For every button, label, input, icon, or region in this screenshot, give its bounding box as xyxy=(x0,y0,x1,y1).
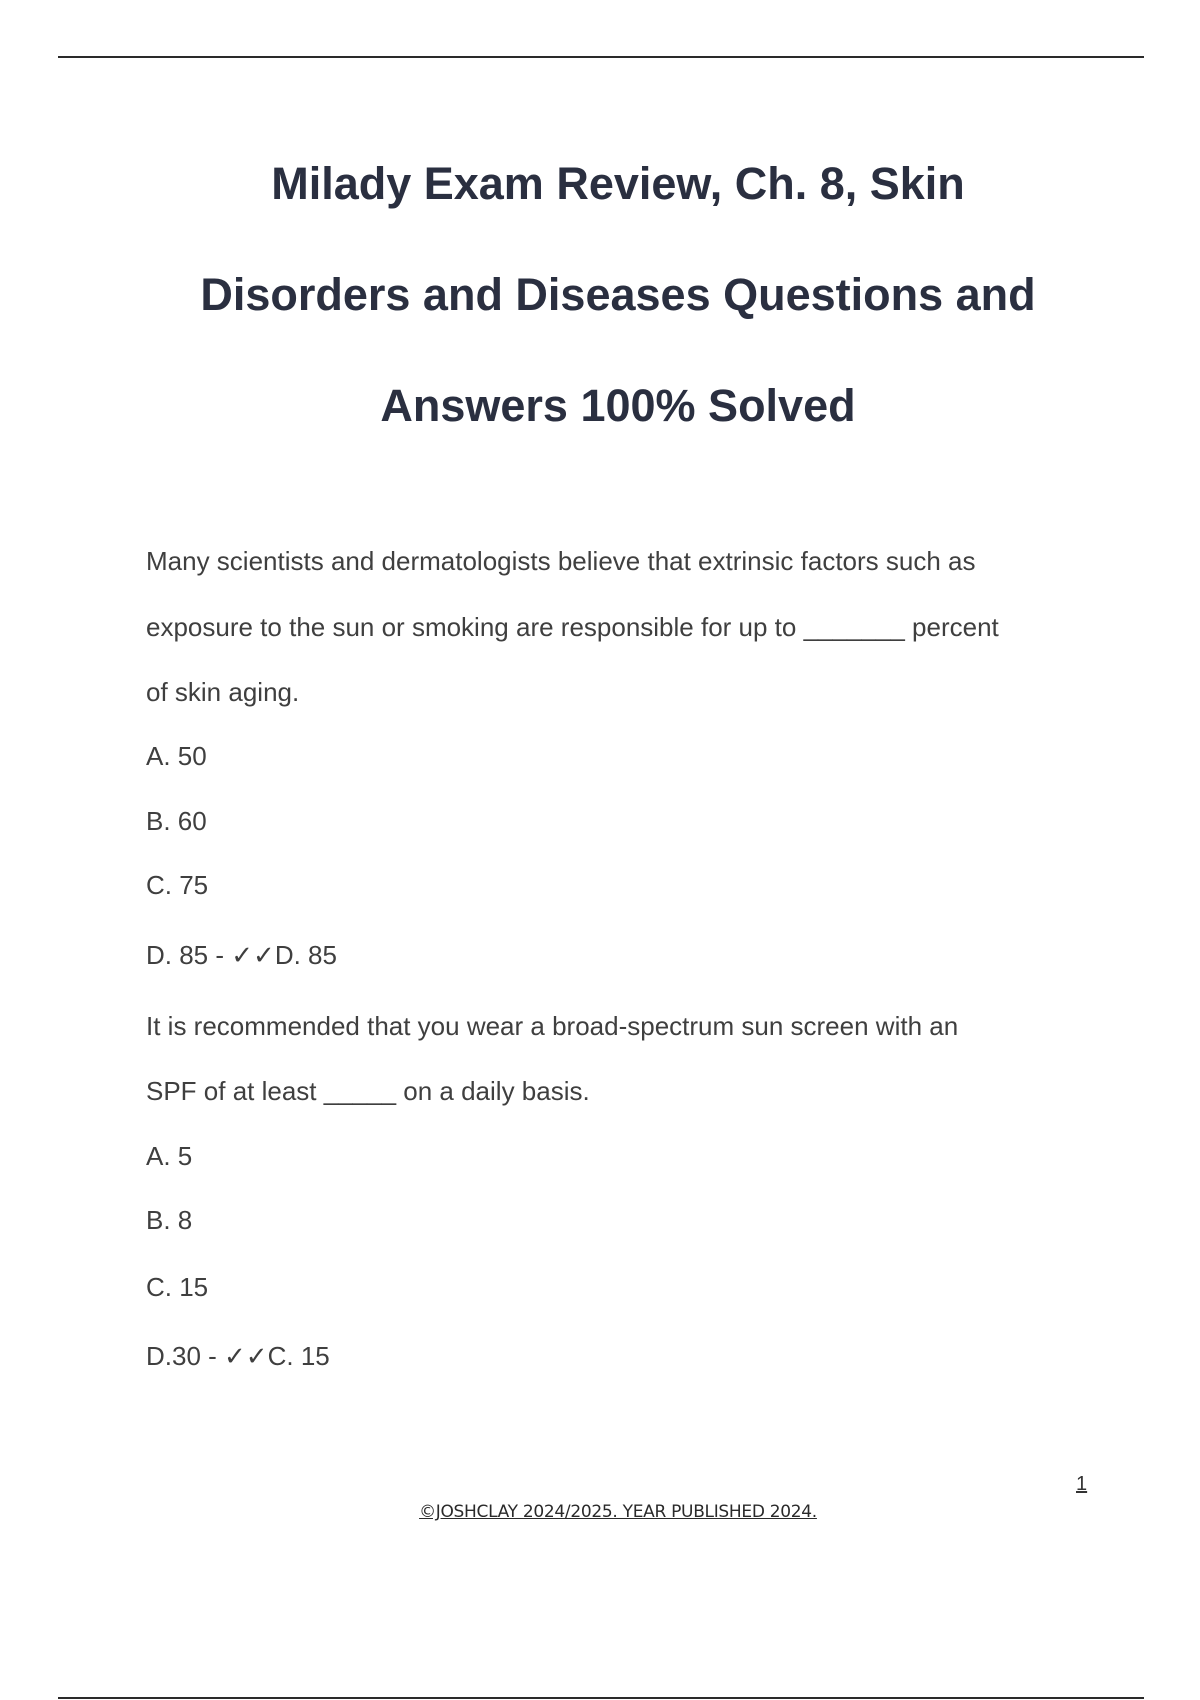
title-line: Milady Exam Review, Ch. 8, Skin xyxy=(271,158,965,209)
bottom-rule xyxy=(58,1697,1144,1699)
copyright-footer: ©JOSHCLAY 2024/2025. YEAR PUBLISHED 2024. xyxy=(419,1502,817,1522)
question-2-stem-line: SPF of at least _____ on a daily basis. xyxy=(146,1076,590,1106)
question-1-stem-line: Many scientists and dermatologists believe that extrinsic factors such as xyxy=(146,546,976,576)
question-2-option-b: B. 8 xyxy=(146,1205,193,1235)
page-number: 1 xyxy=(1076,1473,1088,1495)
question-2-option-a: A. 5 xyxy=(146,1141,193,1171)
question-1-option-b: B. 60 xyxy=(146,806,207,836)
question-1-option-a: A. 50 xyxy=(146,741,207,771)
top-rule xyxy=(58,56,1144,58)
title-line: Disorders and Diseases Questions and xyxy=(200,269,1036,320)
title-line: Answers 100% Solved xyxy=(380,380,856,431)
question-2-option-c: C. 15 xyxy=(146,1272,209,1302)
document-title xyxy=(100,128,1136,461)
question-2-stem-line: It is recommended that you wear a broad-spectrum sun screen with an xyxy=(146,1011,959,1041)
question-1-stem-line: of skin aging. xyxy=(146,677,300,707)
question-1-stem-line: exposure to the sun or smoking are responsible for up to _______ percent xyxy=(146,612,999,642)
question-1-option-d-answer: D. 85 - ✓✓D. 85 xyxy=(146,940,337,970)
question-2-option-d-answer: D.30 - ✓✓C. 15 xyxy=(146,1341,330,1371)
question-1-option-c: C. 75 xyxy=(146,870,209,900)
